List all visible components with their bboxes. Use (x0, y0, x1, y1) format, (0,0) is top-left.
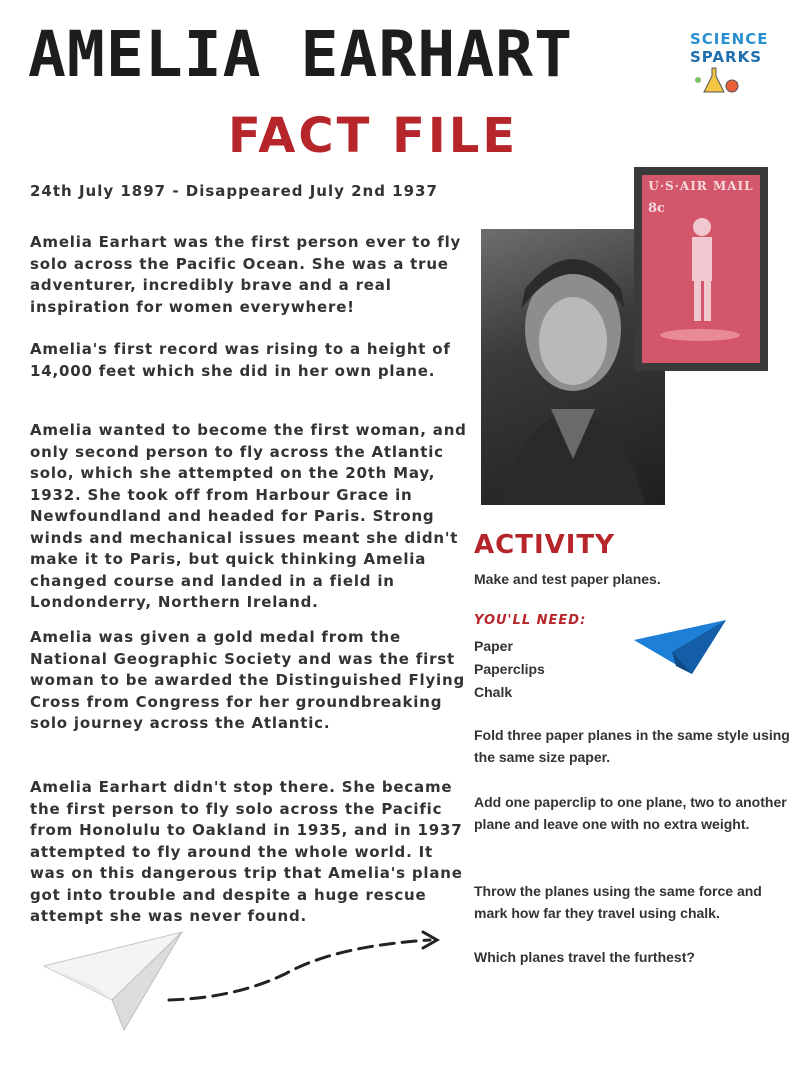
science-sparks-logo (690, 30, 770, 100)
logo-line-1: SCIENCE (690, 30, 769, 48)
activity-heading: ACTIVITY (474, 530, 615, 560)
logo-line-2: SPARKS (690, 48, 763, 66)
paragraph-atlantic: Amelia wanted to become the first woman, and only second person to fly across the Atlantic solo, which she attempted on the 20th May, 1932. She took off from Harbour Grace in Newfoundland and headed for Paris. Strong winds and mechanical issues meant she didn't make it to Paris, but quick thinking Amelia changed course and landed in a field in Londonderry, Northern Ireland. (30, 421, 467, 611)
paragraph-final-flight: Amelia Earhart didn't stop there. She became the first person to fly solo across the Pacific from Honolulu to Oakland in 1935, and in 1937 attempted to fly around the whole world. It was on this dangerous trip that Amelia's plane got into trouble and despite a huge rescue attempt she was never found. (30, 778, 463, 925)
activity-step: Fold three paper planes in the same style using the same size paper. (474, 727, 790, 765)
stamp-face (642, 175, 760, 363)
white-paper-plane-icon (42, 930, 184, 1032)
activity-step: Which planes travel the furthest? (474, 949, 695, 965)
paragraph-intro: Amelia Earhart was the first person ever to fly solo across the Pacific Ocean. She was a true adventurer, incredibly brave and a real inspiration for women everywhere! (30, 233, 462, 316)
activity-step: Throw the planes using the same force and mark how far they travel using chalk. (474, 883, 762, 921)
activity-intro: Make and test paper planes. (474, 571, 661, 587)
page-subtitle: FACT FILE (228, 108, 519, 164)
stamp-top-text: U·S·AIR MAIL (648, 179, 754, 193)
activity-step: Add one paperclip to one plane, two to another plane and leave one with no extra weight. (474, 794, 787, 832)
blue-paper-plane-icon (632, 618, 728, 676)
air-mail-stamp (634, 167, 768, 371)
needs-item: Paper (474, 638, 513, 654)
needs-item: Paperclips (474, 661, 545, 677)
dashed-flight-path-icon (165, 928, 450, 1008)
paragraph-awards: Amelia was given a gold medal from the National Geographic Society and was the first woman to be awarded the Distinguished Flying Cross from Congress for her groundbreaking solo journey across the Atlantic. (30, 628, 465, 732)
needs-item: Chalk (474, 684, 513, 700)
life-dates: 24th July 1897 - Disappeared July 2nd 1937 (30, 182, 438, 200)
needs-heading: YOU'LL NEED: (474, 613, 587, 628)
flask-icon (690, 66, 750, 96)
stamp-value: 8c (648, 201, 665, 216)
paragraph-first-record: Amelia's first record was rising to a height of 14,000 feet which she did in her own plane. (30, 340, 451, 380)
page-title: AMELIA EARHART (28, 18, 574, 91)
